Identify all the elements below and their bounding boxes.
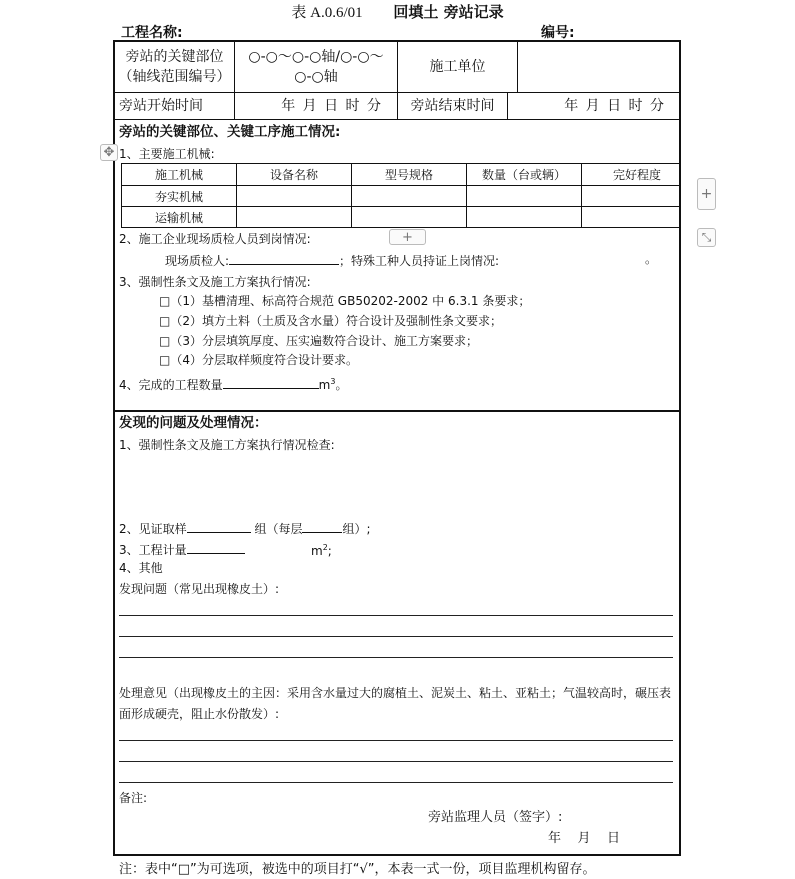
problem-line[interactable]: [119, 615, 673, 616]
sampling-mid: 组（每层: [254, 522, 303, 536]
machine-header-1: 施工机械: [154, 168, 203, 182]
remark-label: 备注:: [119, 791, 148, 805]
machine-row-label: 夯实机械: [154, 189, 203, 204]
metering-unit-sup: 2: [322, 543, 328, 552]
section2-heading: 发现的问题及处理情况：: [119, 415, 268, 431]
inspector-line: [165, 251, 499, 269]
sampling-per-layer-blank[interactable]: [302, 519, 342, 533]
machine-header-3: 型号规格: [384, 168, 433, 182]
document-title: [0, 1, 795, 22]
inspector-blank[interactable]: [229, 251, 339, 265]
section1-heading: 旁站的关键部位、关键工序施工情况:: [119, 124, 341, 140]
handling-line[interactable]: [119, 740, 673, 741]
machine-table-line: [121, 227, 681, 228]
problem-line[interactable]: [119, 636, 673, 637]
quantity-end: 。: [335, 378, 348, 392]
problem-label: 发现问题（常见出现橡皮土）:: [119, 582, 280, 596]
axis-range-value[interactable]: [235, 42, 397, 92]
check-item-3[interactable]: □（3）分层填筑厚度、压实遍数符合设计、施工方案要求；: [159, 334, 478, 348]
handling-line[interactable]: [119, 761, 673, 762]
sampling-label: 2、见证取样: [119, 522, 187, 536]
check-result-item: 1、强制性条文及施工方案执行情况检查:: [119, 438, 335, 452]
metering-unit: m: [311, 544, 323, 558]
expand-icon[interactable]: ⤡: [697, 228, 716, 247]
handling-line-2: 面形成硬壳，阻止水份散发）:: [119, 707, 280, 721]
footer-note: 注：表中“□”为可选项，被选中的项目打“√”，本表一式一份，项目监理机构留存。: [119, 862, 596, 877]
signature-date: 年 月 日: [548, 831, 621, 846]
quantity-item: [119, 374, 347, 393]
quantity-blank[interactable]: [223, 375, 319, 389]
machine-header-5: 完好程度: [612, 168, 661, 182]
special-worker-end: 。: [645, 252, 658, 266]
machine-header-4: 数量（台或辆）: [481, 168, 566, 182]
quantity-unit-sup: 3: [330, 377, 336, 386]
metering-unit-line: [311, 540, 332, 559]
contractor-label: 施工单位: [429, 59, 486, 75]
machine-row-label: 运输机械: [154, 210, 203, 225]
end-time-value[interactable]: 年 月 日 时 分: [564, 98, 664, 114]
add-row-button[interactable]: +: [389, 229, 426, 245]
metering-item: [119, 540, 245, 558]
check-item-1[interactable]: □（1）基槽清理、标高符合规范 GB50202-2002 中 6.3.1 条要求；: [159, 294, 531, 308]
axis-range-line-1: ○-○～○-○轴/○-○～: [248, 49, 384, 65]
quantity-unit: m: [318, 378, 331, 392]
handling-line-1: 处理意见（出现橡皮土的主因：采用含水量过大的腐植土、泥炭土、粘土、亚粘土；气温较高时，碾压表: [119, 686, 672, 700]
metering-label: 3、工程计量: [119, 543, 187, 557]
sampling-end: 组）;: [342, 522, 371, 536]
table-move-icon[interactable]: ✥: [100, 144, 118, 161]
inspector-item: 2、施工企业现场质检人员到岗情况:: [119, 232, 311, 246]
machine-header-2: 设备名称: [269, 168, 318, 182]
supervisor-signature-label: 旁站监理人员（签字）:: [428, 810, 563, 825]
project-name-label: 工程名称:: [121, 25, 183, 41]
special-worker-label: ；特殊工种人员持证上岗情况:: [339, 254, 500, 268]
metering-end: ;: [327, 544, 332, 558]
contractor-value[interactable]: [518, 42, 680, 92]
axis-range-line-2: ○-○轴: [294, 69, 338, 85]
handling-line[interactable]: [119, 782, 673, 783]
other-item: 4、其他: [119, 561, 163, 575]
form-name: 回填土 旁站记录: [393, 3, 504, 21]
start-time-value[interactable]: 年 月 日 时 分: [281, 98, 381, 114]
section-divider: [114, 410, 680, 412]
add-column-button[interactable]: +: [697, 178, 716, 210]
number-label: 编号:: [541, 25, 575, 41]
metering-blank[interactable]: [187, 540, 245, 554]
quantity-label: 4、完成的工程数量: [119, 378, 223, 392]
machine-item: 1、主要施工机械:: [119, 147, 215, 161]
form-code: 表 A.0.6/01: [291, 5, 363, 21]
check-item-2[interactable]: □（2）填方土料（土质及含水量）符合设计及强制性条文要求；: [159, 314, 502, 328]
end-time-label: 旁站结束时间: [410, 98, 495, 114]
sampling-blank[interactable]: [187, 519, 251, 533]
inspector-label: 现场质检人:: [165, 254, 230, 268]
problem-line[interactable]: [119, 657, 673, 658]
key-part-label: 旁站的关键部位（轴线范围编号）: [118, 49, 231, 85]
check-item-4[interactable]: □（4）分层取样频度符合设计要求。: [159, 353, 358, 367]
sampling-item: [119, 519, 371, 537]
start-time-label: 旁站开始时间: [119, 98, 203, 114]
mandatory-item: 3、强制性条文及施工方案执行情况:: [119, 275, 311, 289]
